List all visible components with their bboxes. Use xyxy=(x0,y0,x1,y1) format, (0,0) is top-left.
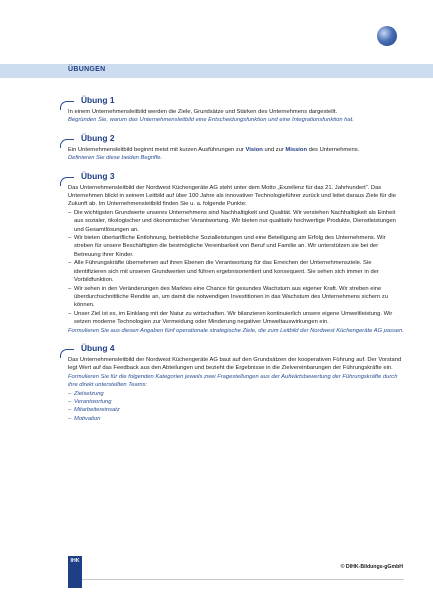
exercise-heading xyxy=(68,172,404,183)
list-item: – Mitarbeitereinsatz xyxy=(68,406,404,414)
exercise-task: Begründen Sie, warum das Unternehmensleitbild eine Entscheidungsfunktion und eine Integrationsfunktion hat. xyxy=(68,117,354,124)
exercise-heading xyxy=(68,344,404,355)
exercise-title: Übung 4 xyxy=(81,342,115,353)
list-item: – Die wichtigsten Grundwerte unseres Unternehmens sind Nachhaltigkeit und Qualität. Wir verstehen Nachhaltigkeit als Einheit aus sozialer, ökologischer und ökonomischer Verantwortung. Wir bieten nur qualitativ hochwertige Produkte, Dienstleistungen und Gesamtlösungen an. xyxy=(68,209,404,234)
section-header-band xyxy=(0,64,433,78)
heading-bracket-icon xyxy=(60,177,74,186)
exercise-title: Übung 2 xyxy=(81,132,115,143)
list-item: – Wir bieten übertarifliche Entlohnung, betriebliche Sozialleistungen und eine Beteiligung am Erfolg des Unternehmens. Wir streben für unsere Beschäftigten die bestmögliche Vereinbarkeit von Beruf und Familie an. Wir unterstützen sie bei der Betreuung ihrer Kinder. xyxy=(68,234,404,259)
exercise-text: Das Unternehmensleitbild der Nordwest Küchengeräte AG steht unter dem Motto „Exzellenz für das 21. Jahrhundert“. Das Unternehmen blickt in seinem Leitbild auf über 100 Jahre als innovativer Technologieführer zurück und leitet daraus Ziele für die Zukunft ab. Im Unternehmensleitbild finden Sie u. a. folgende Punkte: xyxy=(68,184,396,208)
exercise-1 xyxy=(68,96,404,125)
footer-divider xyxy=(68,579,404,580)
list-item: – Alle Führungskräfte übernehmen auf ihren Ebenen die Verantwortung für das Erreichen der Unternehmensziele. Sie identifizieren sich mit unseren Grundwerten und führen ergebnisorientiert und konsequent. Sie sehen sich immer in der Vorbildfunktion. xyxy=(68,259,404,284)
decorative-blue-dot xyxy=(377,26,397,46)
list-item: – Zielsetzung xyxy=(68,390,404,398)
text-part: und zur xyxy=(262,146,286,153)
list-item: – Wir sehen in den Veränderungen des Marktes eine Chance für gesundes Wachstum aus eigener Kraft. Wir streben eine überdurchschnittliche Rendite an, um damit die notwendigen Investitionen in das Wachstum des Unternehmens sichern zu können. xyxy=(68,285,404,310)
exercise-3 xyxy=(68,172,404,335)
category-list xyxy=(68,390,404,424)
term-vision: Vision xyxy=(245,146,263,153)
exercise-task: Formulieren Sie aus diesen Angaben fünf operationale strategische Ziele, die zum Leitbild der Nordwest Küchengeräte AG passen. xyxy=(68,327,404,334)
list-item: – Motivation xyxy=(68,415,404,423)
exercise-text: Das Unternehmensleitbild der Nordwest Küchengeräte AG baut auf den Grundsätzen der kooperativen Führung auf. Der Vorstand legt Wert auf das Feedback aus den Abteilungen und bezieht die Ergebnisse in die Zielvereinbarungen der Führungskräfte ein. xyxy=(68,356,402,372)
term-mission: Mission xyxy=(285,146,307,153)
list-item: – Verantwortung xyxy=(68,398,404,406)
exercise-title: Übung 3 xyxy=(81,170,115,181)
exercise-4 xyxy=(68,344,404,423)
exercise-list xyxy=(68,96,404,432)
exercise-2 xyxy=(68,134,404,163)
exercise-task: Definieren Sie diese beiden Begriffe. xyxy=(68,155,163,162)
text-part: des Unternehmens. xyxy=(307,146,360,153)
text-part: Ein Unternehmensleitbild beginnt meist mit kurzen Ausführungen zur xyxy=(68,146,246,153)
exercise-task: Formulieren Sie für die folgenden Kategorien jeweils zwei Fragestellungen aus der Aufwärtsbewertung der Führungskräfte durch ihre direkt unterstellten Teams: xyxy=(68,373,398,389)
heading-bracket-icon xyxy=(60,139,74,148)
list-item: – Unser Ziel ist es, im Einklang mit der Natur zu wirtschaften. Wir bilanzieren kontinuierlich unsere eigene Umweltleistung. Wir setzen moderne Technologien zur Vermeidung oder Minderung negativer Umweltauswirkungen ein. xyxy=(68,310,404,327)
heading-bracket-icon xyxy=(60,349,74,358)
leitbild-points xyxy=(68,209,404,327)
copyright-notice: © DIHK-Bildungs-gGmbH xyxy=(340,564,403,570)
ihk-logo: IHK xyxy=(68,556,82,588)
exercise-text: In einem Unternehmensleitbild werden die Ziele, Grundsätze und Stärken des Unternehmens dargestellt. xyxy=(68,109,338,115)
exercise-title: Übung 1 xyxy=(81,95,115,105)
exercise-text xyxy=(68,146,404,154)
heading-bracket-icon xyxy=(60,101,74,110)
exercise-heading xyxy=(68,134,404,145)
section-title: ÜBUNGEN xyxy=(68,66,106,73)
exercise-heading xyxy=(68,96,404,107)
